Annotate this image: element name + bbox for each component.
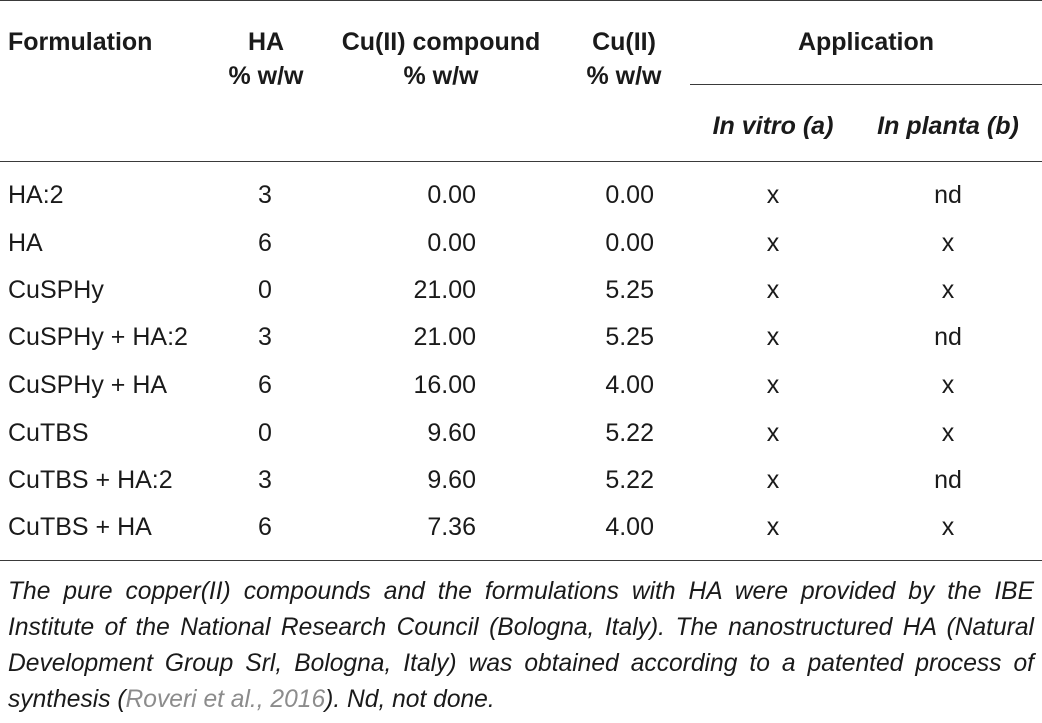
- cell-ha: 3: [258, 181, 272, 209]
- cell-in-planta: x: [941, 513, 955, 541]
- cell-ha: 0: [258, 276, 272, 304]
- cell-cu: 0.00: [605, 181, 654, 209]
- cell-formulation: CuTBS + HA: [8, 513, 152, 541]
- header-ha-line2: % w/w: [228, 62, 304, 90]
- cell-formulation: CuSPHy + HA: [8, 371, 168, 399]
- cell-formulation: CuSPHy + HA:2: [8, 323, 188, 351]
- cell-in-planta: nd: [934, 323, 962, 351]
- cell-compound: 0.00: [427, 181, 476, 209]
- cell-in-planta: x: [941, 419, 955, 447]
- cell-ha: 0: [258, 419, 272, 447]
- cell-compound: 7.36: [427, 513, 476, 541]
- cell-ha: 3: [258, 466, 272, 494]
- cell-cu: 4.00: [605, 513, 654, 541]
- table-footnote: [8, 574, 1034, 718]
- top-rule: [0, 0, 1042, 1]
- cell-compound: 21.00: [413, 276, 476, 304]
- cell-in-planta: x: [941, 371, 955, 399]
- application-rule: [690, 84, 1042, 85]
- cell-compound: 9.60: [427, 419, 476, 447]
- cell-in-vitro: x: [766, 466, 780, 494]
- cell-in-vitro: x: [766, 276, 780, 304]
- header-cu: [564, 25, 684, 93]
- cell-in-planta: x: [941, 229, 955, 257]
- cell-ha: 6: [258, 371, 272, 399]
- cell-in-planta: nd: [934, 181, 962, 209]
- cell-cu: 5.22: [605, 466, 654, 494]
- bottom-rule: [0, 560, 1042, 561]
- cell-compound: 16.00: [413, 371, 476, 399]
- cell-ha: 6: [258, 229, 272, 257]
- header-compound-line1: Cu(II) compound: [341, 28, 541, 56]
- cell-formulation: HA: [8, 229, 43, 257]
- cell-compound: 0.00: [427, 229, 476, 257]
- cell-in-vitro: x: [766, 229, 780, 257]
- cell-ha: 3: [258, 323, 272, 351]
- footnote-text-before: The pure copper(II) compounds and the formulations with HA were provided by the IBE Institute of the National Research Council (Bologna, Italy). The nanostructured HA (Natural Development Group Srl, Bologna, Italy) was obtained according to a patented process of synthesis (: [8, 578, 1034, 713]
- header-rule: [0, 161, 1042, 162]
- header-compound: [318, 25, 564, 93]
- header-compound-line2: % w/w: [403, 62, 479, 90]
- cell-cu: 5.22: [605, 419, 654, 447]
- cell-in-vitro: x: [766, 323, 780, 351]
- cell-cu: 4.00: [605, 371, 654, 399]
- cell-compound: 21.00: [413, 323, 476, 351]
- cell-in-vitro: x: [766, 513, 780, 541]
- header-ha: [210, 25, 322, 93]
- cell-in-planta: x: [941, 276, 955, 304]
- cell-cu: 0.00: [605, 229, 654, 257]
- cell-cu: 5.25: [605, 323, 654, 351]
- footnote-text-after: ). Nd, not done.: [325, 686, 495, 713]
- cell-compound: 9.60: [427, 466, 476, 494]
- header-application: Application: [797, 28, 935, 56]
- header-cu-line1: Cu(II): [592, 28, 656, 56]
- header-cu-line2: % w/w: [586, 62, 662, 90]
- header-in-vitro: In vitro (a): [712, 112, 834, 140]
- cell-formulation: CuSPHy: [8, 276, 104, 304]
- cell-formulation: CuTBS: [8, 419, 89, 447]
- header-formulation: Formulation: [8, 28, 153, 56]
- cell-in-vitro: x: [766, 181, 780, 209]
- header-in-planta: In planta (b): [877, 112, 1019, 140]
- header-ha-line1: HA: [247, 28, 285, 56]
- cell-formulation: CuTBS + HA:2: [8, 466, 173, 494]
- cell-cu: 5.25: [605, 276, 654, 304]
- cell-formulation: HA:2: [8, 181, 64, 209]
- cell-in-vitro: x: [766, 371, 780, 399]
- cell-in-vitro: x: [766, 419, 780, 447]
- cell-in-planta: nd: [934, 466, 962, 494]
- cell-ha: 6: [258, 513, 272, 541]
- reference-link[interactable]: Roveri et al., 2016: [125, 686, 326, 713]
